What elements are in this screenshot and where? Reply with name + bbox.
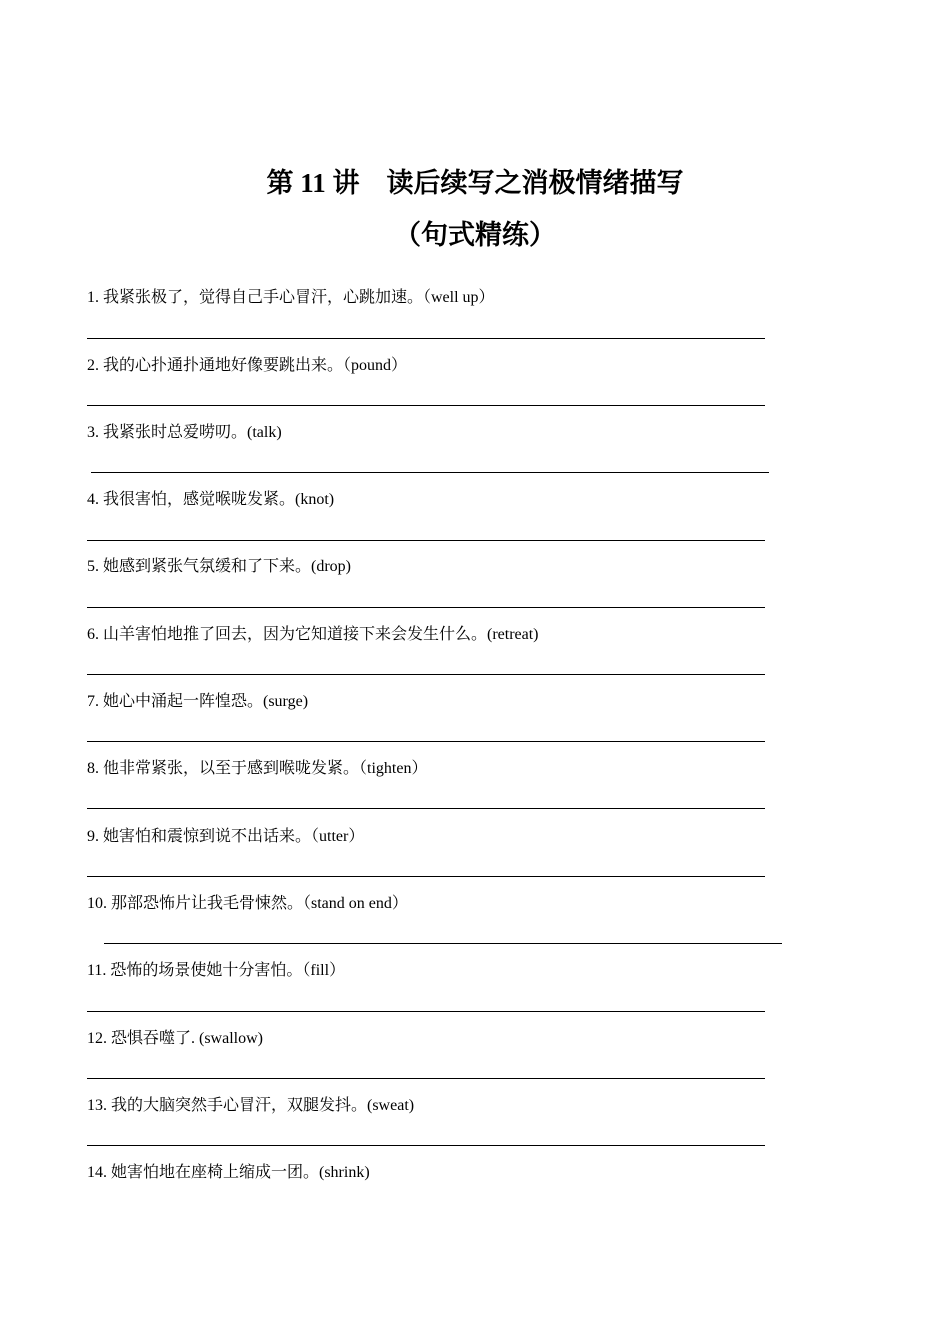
page-title: 第 11 讲 读后续写之消极情绪描写	[266, 168, 684, 198]
question-2: 2. 我的心扑通扑通地好像要跳出来。（pound）	[87, 357, 408, 374]
question-12: 12. 恐惧吞噬了. (swallow)	[87, 1030, 263, 1047]
answer-line-6[interactable]	[87, 674, 765, 675]
question-4: 4. 我很害怕，感觉喉咙发紧。(knot)	[87, 491, 335, 508]
question-8: 8. 他非常紧张，以至于感到喉咙发紧。（tighten）	[87, 760, 428, 777]
answer-line-13[interactable]	[87, 1145, 765, 1146]
answer-line-12[interactable]	[87, 1078, 765, 1079]
answer-line-7[interactable]	[87, 741, 765, 742]
question-1: 1. 我紧张极了，觉得自己手心冒汗，心跳加速。（well up）	[87, 289, 495, 306]
question-3: 3. 我紧张时总爱唠叨。(talk)	[87, 424, 282, 441]
question-11: 11. 恐怖的场景使她十分害怕。（fill）	[87, 962, 346, 979]
question-5: 5. 她感到紧张气氛缓和了下来。(drop)	[87, 558, 351, 575]
question-6: 6. 山羊害怕地推了回去，因为它知道接下来会发生什么。(retreat)	[87, 626, 539, 643]
answer-line-9[interactable]	[87, 876, 765, 877]
answer-line-2[interactable]	[87, 405, 765, 406]
question-14: 14. 她害怕地在座椅上缩成一团。(shrink)	[87, 1164, 370, 1181]
answer-line-1[interactable]	[87, 338, 765, 339]
question-13: 13. 我的大脑突然手心冒汗，双腿发抖。(sweat)	[87, 1097, 415, 1114]
answer-line-10[interactable]	[104, 943, 782, 944]
question-10: 10. 那部恐怖片让我毛骨悚然。（stand on end）	[87, 895, 408, 912]
answer-line-11[interactable]	[87, 1011, 765, 1012]
page-subtitle: （句式精练）	[394, 220, 556, 250]
question-7: 7. 她心中涌起一阵惶恐。(surge)	[87, 693, 309, 710]
question-9: 9. 她害怕和震惊到说不出话来。（utter）	[87, 828, 365, 845]
answer-line-8[interactable]	[87, 808, 765, 809]
answer-line-5[interactable]	[87, 607, 765, 608]
answer-line-3[interactable]	[91, 472, 769, 473]
answer-line-4[interactable]	[87, 540, 765, 541]
